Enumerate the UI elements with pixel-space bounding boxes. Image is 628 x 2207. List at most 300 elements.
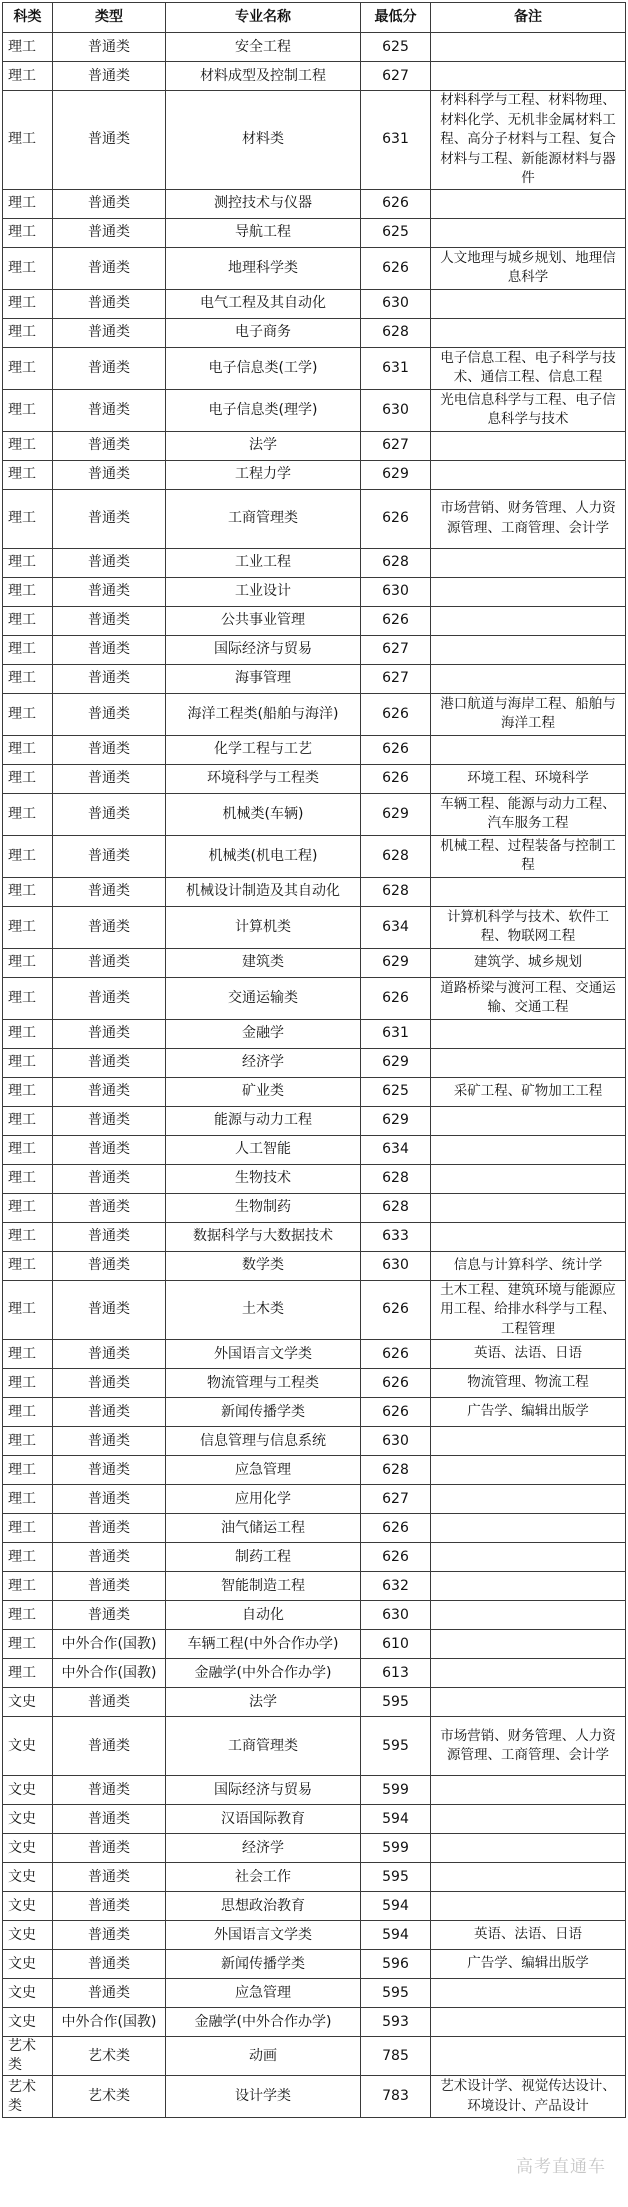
cell-min-score: 594	[361, 1805, 431, 1834]
cell-type: 普通类	[53, 218, 166, 247]
cell-category: 理工	[3, 389, 53, 431]
table-row	[3, 835, 626, 877]
cell-type: 普通类	[53, 389, 166, 431]
cell-notes: 艺术设计学、视觉传达设计、环境设计、产品设计	[431, 2076, 626, 2118]
cell-category: 艺术类	[3, 2037, 53, 2076]
cell-major: 工业工程	[166, 548, 361, 577]
cell-min-score: 628	[361, 1164, 431, 1193]
cell-type: 普通类	[53, 1717, 166, 1776]
cell-major: 油气储运工程	[166, 1514, 361, 1543]
table-row	[3, 1193, 626, 1222]
cell-category: 理工	[3, 33, 53, 62]
table-row	[3, 318, 626, 347]
table-row	[3, 548, 626, 577]
cell-notes	[431, 1106, 626, 1135]
table-row	[3, 793, 626, 835]
cell-type: 普通类	[53, 318, 166, 347]
cell-type: 普通类	[53, 1601, 166, 1630]
cell-notes	[431, 62, 626, 91]
cell-major: 金融学	[166, 1019, 361, 1048]
cell-min-score: 630	[361, 1251, 431, 1280]
cell-category: 理工	[3, 735, 53, 764]
cell-major: 海洋工程类(船舶与海洋)	[166, 693, 361, 735]
cell-notes	[431, 548, 626, 577]
cell-category: 理工	[3, 1398, 53, 1427]
cell-type: 普通类	[53, 1193, 166, 1222]
table-row	[3, 764, 626, 793]
cell-min-score: 628	[361, 318, 431, 347]
cell-category: 文史	[3, 1950, 53, 1979]
cell-min-score: 626	[361, 1369, 431, 1398]
cell-notes	[431, 1514, 626, 1543]
cell-min-score: 628	[361, 835, 431, 877]
cell-major: 电子信息类(工学)	[166, 347, 361, 389]
cell-notes	[431, 1863, 626, 1892]
header-category: 科类	[3, 3, 53, 33]
cell-major: 数学类	[166, 1251, 361, 1280]
cell-type: 普通类	[53, 1543, 166, 1572]
cell-notes: 物流管理、物流工程	[431, 1369, 626, 1398]
table-row	[3, 1717, 626, 1776]
table-row	[3, 577, 626, 606]
cell-notes	[431, 2008, 626, 2037]
cell-min-score: 610	[361, 1630, 431, 1659]
cell-major: 化学工程与工艺	[166, 735, 361, 764]
cell-min-score: 627	[361, 664, 431, 693]
cell-min-score: 630	[361, 577, 431, 606]
table-row	[3, 1834, 626, 1863]
cell-major: 法学	[166, 1688, 361, 1717]
cell-major: 设计学类	[166, 2076, 361, 2118]
cell-category: 理工	[3, 906, 53, 948]
cell-major: 环境科学与工程类	[166, 764, 361, 793]
cell-major: 机械设计制造及其自动化	[166, 877, 361, 906]
cell-min-score: 626	[361, 247, 431, 289]
cell-type: 普通类	[53, 62, 166, 91]
cell-major: 国际经济与贸易	[166, 635, 361, 664]
cell-type: 艺术类	[53, 2076, 166, 2118]
cell-major: 智能制造工程	[166, 1572, 361, 1601]
cell-category: 文史	[3, 1717, 53, 1776]
cell-notes: 电子信息工程、电子科学与技术、通信工程、信息工程	[431, 347, 626, 389]
cell-major: 生物技术	[166, 1164, 361, 1193]
cell-category: 理工	[3, 1135, 53, 1164]
cell-notes	[431, 664, 626, 693]
cell-min-score: 626	[361, 1340, 431, 1369]
table-row	[3, 1979, 626, 2008]
cell-category: 理工	[3, 189, 53, 218]
cell-notes: 机械工程、过程装备与控制工程	[431, 835, 626, 877]
table-row	[3, 606, 626, 635]
cell-notes	[431, 1688, 626, 1717]
cell-type: 普通类	[53, 247, 166, 289]
cell-type: 普通类	[53, 548, 166, 577]
table-row	[3, 1077, 626, 1106]
cell-category: 理工	[3, 289, 53, 318]
cell-min-score: 626	[361, 489, 431, 548]
cell-notes	[431, 218, 626, 247]
table-row	[3, 1776, 626, 1805]
cell-type: 普通类	[53, 289, 166, 318]
table-row	[3, 1921, 626, 1950]
cell-major: 电气工程及其自动化	[166, 289, 361, 318]
cell-notes	[431, 1979, 626, 2008]
cell-major: 矿业类	[166, 1077, 361, 1106]
cell-min-score: 628	[361, 548, 431, 577]
cell-notes	[431, 635, 626, 664]
cell-category: 理工	[3, 877, 53, 906]
cell-major: 计算机类	[166, 906, 361, 948]
cell-notes: 英语、法语、日语	[431, 1340, 626, 1369]
cell-type: 普通类	[53, 1979, 166, 2008]
cell-major: 工业设计	[166, 577, 361, 606]
cell-type: 普通类	[53, 577, 166, 606]
cell-major: 社会工作	[166, 1863, 361, 1892]
header-type: 类型	[53, 3, 166, 33]
cell-category: 理工	[3, 1630, 53, 1659]
cell-notes	[431, 606, 626, 635]
cell-category: 理工	[3, 1251, 53, 1280]
cell-min-score: 628	[361, 1193, 431, 1222]
cell-min-score: 628	[361, 877, 431, 906]
cell-major: 经济学	[166, 1834, 361, 1863]
cell-notes: 港口航道与海岸工程、船舶与海洋工程	[431, 693, 626, 735]
cell-min-score: 594	[361, 1892, 431, 1921]
cell-notes	[431, 735, 626, 764]
cell-category: 理工	[3, 977, 53, 1019]
cell-major: 信息管理与信息系统	[166, 1427, 361, 1456]
table-row	[3, 489, 626, 548]
cell-notes	[431, 1048, 626, 1077]
cell-notes: 人文地理与城乡规划、地理信息科学	[431, 247, 626, 289]
cell-notes: 市场营销、财务管理、人力资源管理、工商管理、会计学	[431, 1717, 626, 1776]
cell-type: 普通类	[53, 1427, 166, 1456]
cell-min-score: 626	[361, 1398, 431, 1427]
cell-notes	[431, 1776, 626, 1805]
table-row	[3, 2037, 626, 2076]
table-row	[3, 218, 626, 247]
admission-score-table	[2, 2, 626, 2118]
cell-type: 普通类	[53, 1776, 166, 1805]
cell-major: 车辆工程(中外合作办学)	[166, 1630, 361, 1659]
cell-category: 理工	[3, 247, 53, 289]
cell-notes: 道路桥梁与渡河工程、交通运输、交通工程	[431, 977, 626, 1019]
cell-notes: 车辆工程、能源与动力工程、汽车服务工程	[431, 793, 626, 835]
table-row	[3, 62, 626, 91]
cell-min-score: 634	[361, 906, 431, 948]
cell-major: 自动化	[166, 1601, 361, 1630]
table-row	[3, 1222, 626, 1251]
cell-type: 普通类	[53, 1077, 166, 1106]
cell-major: 测控技术与仪器	[166, 189, 361, 218]
cell-notes	[431, 1222, 626, 1251]
cell-category: 文史	[3, 1921, 53, 1950]
cell-min-score: 595	[361, 1979, 431, 2008]
cell-major: 数据科学与大数据技术	[166, 1222, 361, 1251]
cell-min-score: 629	[361, 948, 431, 977]
cell-type: 普通类	[53, 1863, 166, 1892]
table-row	[3, 1485, 626, 1514]
cell-major: 思想政治教育	[166, 1892, 361, 1921]
cell-notes: 广告学、编辑出版学	[431, 1950, 626, 1979]
cell-min-score: 629	[361, 793, 431, 835]
cell-category: 文史	[3, 1892, 53, 1921]
cell-notes: 土木工程、建筑环境与能源应用工程、给排水科学与工程、工程管理	[431, 1280, 626, 1340]
cell-type: 普通类	[53, 1485, 166, 1514]
cell-type: 普通类	[53, 91, 166, 190]
cell-category: 理工	[3, 948, 53, 977]
cell-min-score: 631	[361, 1019, 431, 1048]
table-row	[3, 1456, 626, 1485]
table-header-row	[3, 3, 626, 33]
cell-major: 外国语言文学类	[166, 1921, 361, 1950]
cell-type: 普通类	[53, 635, 166, 664]
cell-notes	[431, 33, 626, 62]
cell-type: 普通类	[53, 1135, 166, 1164]
cell-category: 理工	[3, 1164, 53, 1193]
cell-category: 文史	[3, 1776, 53, 1805]
cell-category: 理工	[3, 1193, 53, 1222]
cell-type: 普通类	[53, 948, 166, 977]
cell-min-score: 627	[361, 62, 431, 91]
table-row	[3, 289, 626, 318]
cell-min-score: 626	[361, 1514, 431, 1543]
table-row	[3, 189, 626, 218]
cell-major: 法学	[166, 431, 361, 460]
cell-category: 理工	[3, 1340, 53, 1369]
cell-notes: 光电信息科学与工程、电子信息科学与技术	[431, 389, 626, 431]
table-row	[3, 1369, 626, 1398]
table-row	[3, 1251, 626, 1280]
cell-category: 理工	[3, 1572, 53, 1601]
table-row	[3, 1340, 626, 1369]
cell-category: 理工	[3, 577, 53, 606]
cell-category: 文史	[3, 1688, 53, 1717]
cell-type: 普通类	[53, 1572, 166, 1601]
table-row	[3, 1514, 626, 1543]
cell-min-score: 785	[361, 2037, 431, 2076]
cell-notes: 英语、法语、日语	[431, 1921, 626, 1950]
cell-min-score: 593	[361, 2008, 431, 2037]
cell-category: 文史	[3, 1979, 53, 2008]
cell-category: 理工	[3, 1369, 53, 1398]
table-row	[3, 431, 626, 460]
cell-major: 建筑类	[166, 948, 361, 977]
cell-min-score: 630	[361, 389, 431, 431]
table-row	[3, 1048, 626, 1077]
cell-type: 普通类	[53, 1019, 166, 1048]
cell-type: 普通类	[53, 189, 166, 218]
table-row	[3, 1398, 626, 1427]
cell-min-score: 783	[361, 2076, 431, 2118]
table-row	[3, 1019, 626, 1048]
score-table-container	[2, 2, 625, 2118]
table-row	[3, 1630, 626, 1659]
table-row	[3, 1543, 626, 1572]
cell-major: 新闻传播学类	[166, 1398, 361, 1427]
table-row	[3, 460, 626, 489]
cell-major: 电子信息类(理学)	[166, 389, 361, 431]
table-row	[3, 91, 626, 190]
cell-notes: 环境工程、环境科学	[431, 764, 626, 793]
table-row	[3, 1950, 626, 1979]
cell-major: 外国语言文学类	[166, 1340, 361, 1369]
cell-category: 文史	[3, 1834, 53, 1863]
table-row	[3, 1135, 626, 1164]
cell-notes	[431, 460, 626, 489]
table-row	[3, 977, 626, 1019]
cell-major: 工程力学	[166, 460, 361, 489]
cell-major: 人工智能	[166, 1135, 361, 1164]
cell-type: 普通类	[53, 1222, 166, 1251]
cell-type: 普通类	[53, 877, 166, 906]
cell-category: 理工	[3, 91, 53, 190]
cell-major: 安全工程	[166, 33, 361, 62]
cell-min-score: 595	[361, 1717, 431, 1776]
cell-min-score: 626	[361, 606, 431, 635]
table-row	[3, 1164, 626, 1193]
cell-category: 艺术类	[3, 2076, 53, 2118]
cell-min-score: 633	[361, 1222, 431, 1251]
cell-category: 理工	[3, 1077, 53, 1106]
cell-min-score: 634	[361, 1135, 431, 1164]
cell-min-score: 629	[361, 1106, 431, 1135]
cell-notes	[431, 1193, 626, 1222]
cell-min-score: 625	[361, 33, 431, 62]
cell-category: 理工	[3, 635, 53, 664]
cell-min-score: 613	[361, 1659, 431, 1688]
cell-min-score: 625	[361, 1077, 431, 1106]
cell-category: 理工	[3, 347, 53, 389]
cell-category: 理工	[3, 793, 53, 835]
cell-major: 经济学	[166, 1048, 361, 1077]
cell-type: 普通类	[53, 1688, 166, 1717]
header-major: 专业名称	[166, 3, 361, 33]
cell-major: 海事管理	[166, 664, 361, 693]
cell-category: 理工	[3, 1485, 53, 1514]
cell-type: 普通类	[53, 664, 166, 693]
cell-notes	[431, 431, 626, 460]
table-row	[3, 635, 626, 664]
cell-major: 材料类	[166, 91, 361, 190]
cell-type: 普通类	[53, 1251, 166, 1280]
table-row	[3, 664, 626, 693]
cell-category: 理工	[3, 318, 53, 347]
cell-type: 普通类	[53, 693, 166, 735]
cell-category: 理工	[3, 664, 53, 693]
cell-category: 理工	[3, 1048, 53, 1077]
cell-min-score: 626	[361, 1543, 431, 1572]
cell-notes	[431, 1427, 626, 1456]
cell-major: 工商管理类	[166, 489, 361, 548]
cell-category: 理工	[3, 1514, 53, 1543]
cell-min-score: 631	[361, 347, 431, 389]
table-row	[3, 1427, 626, 1456]
cell-type: 普通类	[53, 835, 166, 877]
cell-notes	[431, 1805, 626, 1834]
cell-major: 电子商务	[166, 318, 361, 347]
header-notes: 备注	[431, 3, 626, 33]
table-row	[3, 389, 626, 431]
cell-category: 理工	[3, 1427, 53, 1456]
cell-type: 普通类	[53, 1514, 166, 1543]
cell-min-score: 626	[361, 693, 431, 735]
table-row	[3, 1863, 626, 1892]
cell-notes: 计算机科学与技术、软件工程、物联网工程	[431, 906, 626, 948]
cell-major: 公共事业管理	[166, 606, 361, 635]
cell-category: 文史	[3, 2008, 53, 2037]
cell-min-score: 627	[361, 431, 431, 460]
cell-type: 普通类	[53, 764, 166, 793]
cell-min-score: 599	[361, 1834, 431, 1863]
cell-type: 普通类	[53, 347, 166, 389]
cell-major: 交通运输类	[166, 977, 361, 1019]
cell-type: 普通类	[53, 1398, 166, 1427]
cell-notes: 采矿工程、矿物加工工程	[431, 1077, 626, 1106]
cell-major: 物流管理与工程类	[166, 1369, 361, 1398]
table-row	[3, 735, 626, 764]
cell-category: 理工	[3, 489, 53, 548]
cell-type: 普通类	[53, 431, 166, 460]
table-body	[3, 33, 626, 2118]
cell-major: 应用化学	[166, 1485, 361, 1514]
cell-category: 理工	[3, 835, 53, 877]
cell-category: 理工	[3, 1456, 53, 1485]
cell-min-score: 626	[361, 1280, 431, 1340]
cell-major: 工商管理类	[166, 1717, 361, 1776]
table-row	[3, 247, 626, 289]
cell-min-score: 630	[361, 1427, 431, 1456]
cell-min-score: 599	[361, 1776, 431, 1805]
cell-category: 理工	[3, 460, 53, 489]
cell-notes	[431, 189, 626, 218]
cell-category: 理工	[3, 1019, 53, 1048]
cell-category: 理工	[3, 218, 53, 247]
cell-notes	[431, 1456, 626, 1485]
cell-min-score: 626	[361, 189, 431, 218]
cell-notes	[431, 1630, 626, 1659]
cell-notes	[431, 1834, 626, 1863]
cell-notes	[431, 1135, 626, 1164]
table-row	[3, 1892, 626, 1921]
cell-major: 应急管理	[166, 1456, 361, 1485]
cell-type: 普通类	[53, 1921, 166, 1950]
cell-major: 生物制药	[166, 1193, 361, 1222]
cell-min-score: 630	[361, 289, 431, 318]
cell-notes	[431, 877, 626, 906]
cell-type: 普通类	[53, 1834, 166, 1863]
table-row	[3, 1572, 626, 1601]
cell-major: 应急管理	[166, 1979, 361, 2008]
cell-type: 普通类	[53, 1340, 166, 1369]
table-row	[3, 693, 626, 735]
cell-category: 文史	[3, 1863, 53, 1892]
cell-major: 导航工程	[166, 218, 361, 247]
cell-min-score: 626	[361, 764, 431, 793]
cell-major: 国际经济与贸易	[166, 1776, 361, 1805]
cell-major: 汉语国际教育	[166, 1805, 361, 1834]
cell-type: 普通类	[53, 977, 166, 1019]
table-row	[3, 948, 626, 977]
cell-notes	[431, 1485, 626, 1514]
cell-notes	[431, 1572, 626, 1601]
table-row	[3, 1280, 626, 1340]
cell-type: 艺术类	[53, 2037, 166, 2076]
cell-notes	[431, 2037, 626, 2076]
cell-notes	[431, 1601, 626, 1630]
cell-min-score: 627	[361, 1485, 431, 1514]
cell-notes	[431, 318, 626, 347]
